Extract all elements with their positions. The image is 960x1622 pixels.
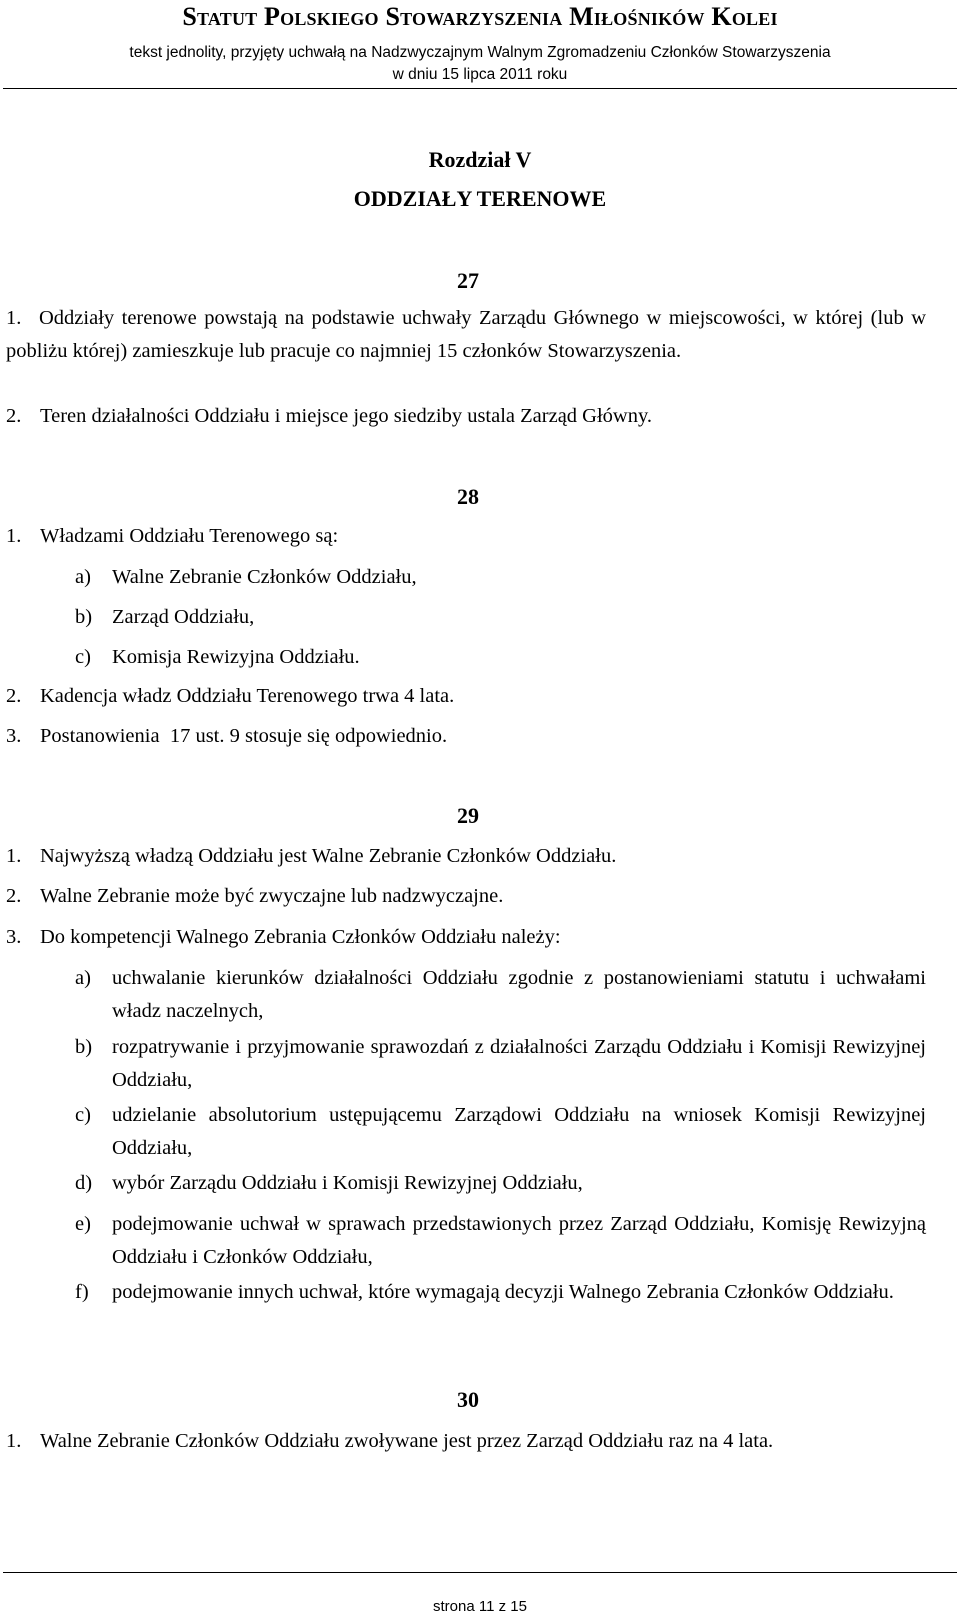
s28-item-3-text: Postanowienia 17 ust. 9 stosuje się odpowiednio. bbox=[40, 725, 448, 747]
s29-sub-d-text: wybór Zarządu Oddziału i Komisji Rewizyjnej Oddziału, bbox=[112, 1172, 583, 1194]
s28-item-1-text: Władzami Oddziału Terenowego są: bbox=[40, 525, 339, 547]
document-header-title: Statut Polskiego Stowarzyszenia Miłośników Kolei bbox=[182, 2, 778, 31]
s29-item-1-number: 1. bbox=[6, 845, 22, 867]
section-29-mark: 29 bbox=[457, 803, 479, 828]
s28-item-3-number: 3. bbox=[6, 725, 22, 747]
s30-item-1-text: Walne Zebranie Członków Oddziału zwoływane jest przez Zarząd Oddziału raz na 4 lata. bbox=[40, 1430, 774, 1452]
s29-sub-c-text: udzielanie absolutorium ustępującemu Zarządowi Oddziału na wniosek Komisji Rewizyjnej Oddziału, bbox=[112, 1104, 926, 1159]
s29-sub-f-text: podejmowanie innych uchwał, które wymagają decyzji Walnego Zebrania Członków Oddziału. bbox=[112, 1281, 894, 1303]
footer-divider bbox=[3, 1572, 957, 1573]
s29-sub-f-letter: f) bbox=[75, 1281, 89, 1303]
s28-sub-a-text: Walne Zebranie Członków Oddziału, bbox=[112, 566, 417, 588]
s27-item-2-text: Teren działalności Oddziału i miejsce jego siedziby ustala Zarząd Główny. bbox=[40, 405, 653, 427]
s29-sub-a-text: uchwalanie kierunków działalności Oddziału zgodnie z postanowieniami statutu i uchwałami władz naczelnych, bbox=[112, 967, 926, 1022]
s29-sub-b-text: rozpatrywanie i przyjmowanie sprawozdań z działalności Zarządu Oddziału i Komisji Rewizyjnej Oddziału, bbox=[112, 1036, 926, 1091]
s28-item-1-number: 1. bbox=[6, 525, 22, 547]
chapter-title: ODDZIAŁY TERENOWE bbox=[353, 186, 607, 211]
s29-item-3-text: Do kompetencji Walnego Zebrania Członków Oddziału należy: bbox=[40, 926, 561, 948]
s28-item-2-number: 2. bbox=[6, 685, 22, 707]
header-divider bbox=[3, 88, 957, 89]
s27-item-1-number: 1. bbox=[6, 307, 22, 329]
section-30-mark: 30 bbox=[457, 1387, 479, 1412]
s29-sub-e-letter: e) bbox=[75, 1213, 91, 1235]
s28-sub-c-text: Komisja Rewizyjna Oddziału. bbox=[112, 646, 360, 668]
chapter-number: Rozdział V bbox=[428, 147, 532, 172]
s28-item-2-text: Kadencja władz Oddziału Terenowego trwa 4 lata. bbox=[40, 685, 455, 707]
s29-sub-e-text: podejmowanie uchwał w sprawach przedstawionych przez Zarząd Oddziału, Komisję Rewizyjną Oddziału i Członków Oddziału, bbox=[112, 1213, 926, 1268]
section-27-mark: 27 bbox=[457, 268, 479, 293]
s29-sub-c-letter: c) bbox=[75, 1104, 91, 1126]
s29-sub-a-letter: a) bbox=[75, 967, 91, 989]
s30-item-1-number: 1. bbox=[6, 1430, 22, 1452]
document-header-date: w dniu 15 lipca 2011 roku bbox=[392, 66, 568, 83]
s28-sub-b-text: Zarząd Oddziału, bbox=[112, 606, 255, 628]
s28-sub-a-letter: a) bbox=[75, 566, 91, 588]
section-28-mark: 28 bbox=[457, 484, 479, 509]
s29-sub-b-letter: b) bbox=[75, 1036, 93, 1058]
s29-item-2-number: 2. bbox=[6, 885, 22, 907]
document-header-subtitle: tekst jednolity, przyjęty uchwałą na Nadzwyczajnym Walnym Zgromadzeniu Członków Stowarzyszenia bbox=[129, 44, 831, 61]
s27-item-1-text bbox=[6, 302, 926, 368]
page-number: strona 11 z 15 bbox=[433, 1598, 527, 1615]
s28-sub-b-letter: b) bbox=[75, 606, 93, 628]
s29-sub-d-letter: d) bbox=[75, 1172, 93, 1194]
s29-item-1-text: Najwyższą władzą Oddziału jest Walne Zebranie Członków Oddziału. bbox=[40, 845, 617, 867]
s28-sub-c-letter: c) bbox=[75, 646, 91, 668]
s27-item-1-content: Oddziały terenowe powstają na podstawie uchwały Zarządu Głównego w miejscowości, w której (lub w pobliżu której) zamieszkuje lub pracuje co najmniej 15 członków Stowarzyszenia. bbox=[6, 307, 926, 362]
s29-item-3-number: 3. bbox=[6, 926, 22, 948]
s27-item-2-number: 2. bbox=[6, 405, 22, 427]
s29-item-2-text: Walne Zebranie może być zwyczajne lub nadzwyczajne. bbox=[40, 885, 504, 907]
